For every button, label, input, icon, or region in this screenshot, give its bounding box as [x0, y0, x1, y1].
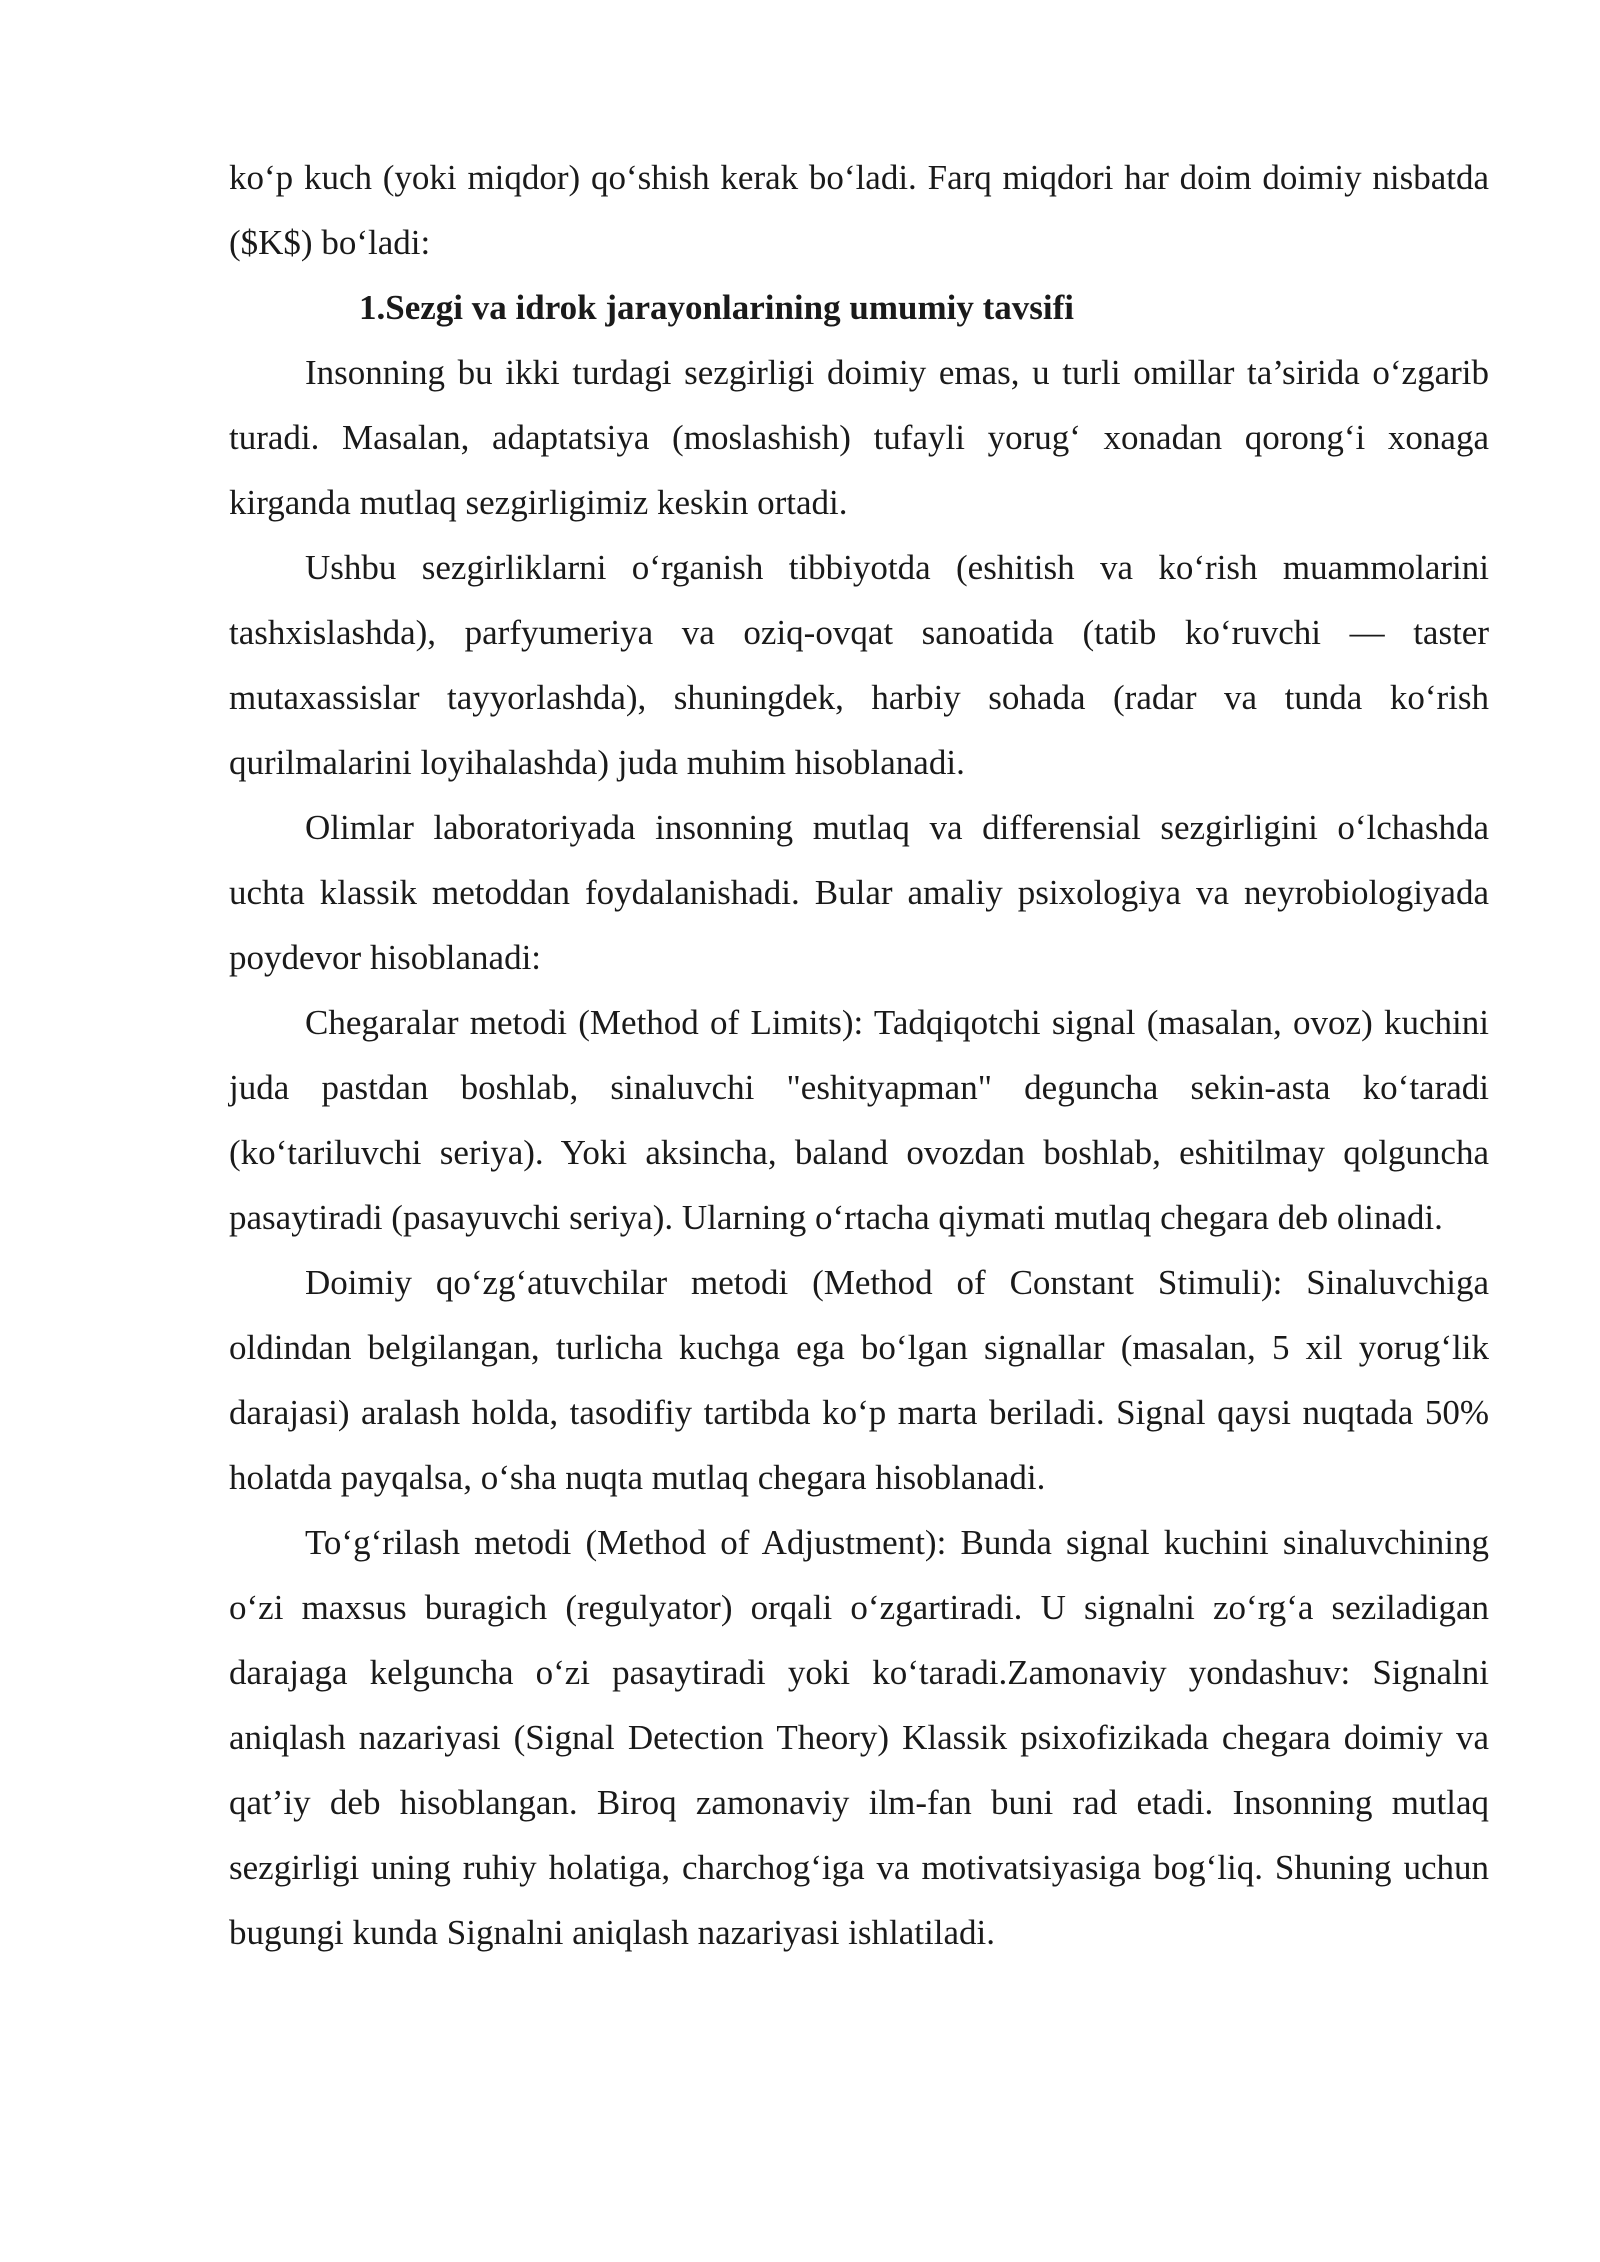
body-paragraph: Doimiy qo‘zg‘atuvchilar metodi (Method of Constant Stimuli): Sinaluvchiga oldindan belgilangan, turlicha kuchga ega bo‘lgan signallar (masalan, 5 xil yorug‘lik darajasi) aralash holda, tasodifiy tartibda ko‘p marta beriladi. Signal qaysi nuqtada 50% holatda payqalsa, o‘sha nuqta mutlaq chegara hisoblanadi.: [229, 1263, 1489, 1497]
section-heading: 1.Sezgi va idrok jarayonlarining umumiy tavsifi: [359, 288, 1074, 327]
body-paragraph: Chegaralar metodi (Method of Limits): Tadqiqotchi signal (masalan, ovoz) kuchini juda pastdan boshlab, sinaluvchi "eshityapman" deguncha sekin-asta ko‘taradi (ko‘tariluvchi seriya). Yoki aksincha, baland ovozdan boshlab, eshitilmay qolguncha pasaytiradi (pasayuvchi seriya). Ularning o‘rtacha qiymati mutlaq chegara deb olinadi.: [229, 1003, 1489, 1237]
document-body: [229, 145, 1489, 1965]
body-paragraph: Insonning bu ikki turdagi sezgirligi doimiy emas, u turli omillar ta’sirida o‘zgarib turadi. Masalan, adaptatsiya (moslashish) tufayli yorug‘ xonadan qorong‘i xonaga kirganda mutlaq sezgirligimiz keskin ortadi.: [229, 353, 1489, 522]
body-paragraph: To‘g‘rilash metodi (Method of Adjustment): Bunda signal kuchini sinaluvchining o‘zi maxsus buragich (regulyator) orqali o‘zgartiradi. U signalni zo‘rg‘a seziladigan darajaga kelguncha o‘zi pasaytiradi yoki ko‘taradi.Zamonaviy yondashuv: Signalni aniqlash nazariyasi (Signal Detection Theory) Klassik psixofizikada chegara doimiy va qat’iy deb hisoblangan. Biroq zamonaviy ilm-fan buni rad etadi. Insonning mutlaq sezgirligi uning ruhiy holatiga, charchog‘iga va motivatsiyasiga bog‘liq. Shuning uchun bugungi kunda Signalni aniqlash nazariyasi ishlatiladi.: [229, 1523, 1489, 1952]
intro-paragraph: ko‘p kuch (yoki miqdor) qo‘shish kerak bo‘ladi. Farq miqdori har doim doimiy nisbatda ($K$) bo‘ladi:: [229, 158, 1489, 262]
body-paragraph: Olimlar laboratoriyada insonning mutlaq va differensial sezgirligini o‘lchashda uchta klassik metoddan foydalanishadi. Bular amaliy psixologiya va neyrobiologiyada poydevor hisoblanadi:: [229, 808, 1489, 977]
body-paragraph: Ushbu sezgirliklarni o‘rganish tibbiyotda (eshitish va ko‘rish muammolarini tashxislashda), parfyumeriya va oziq-ovqat sanoatida (tatib ko‘ruvchi — taster mutaxassislar tayyorlashda), shuningdek, harbiy sohada (radar va tunda ko‘rish qurilmalarini loyihalashda) juda muhim hisoblanadi.: [229, 548, 1489, 782]
